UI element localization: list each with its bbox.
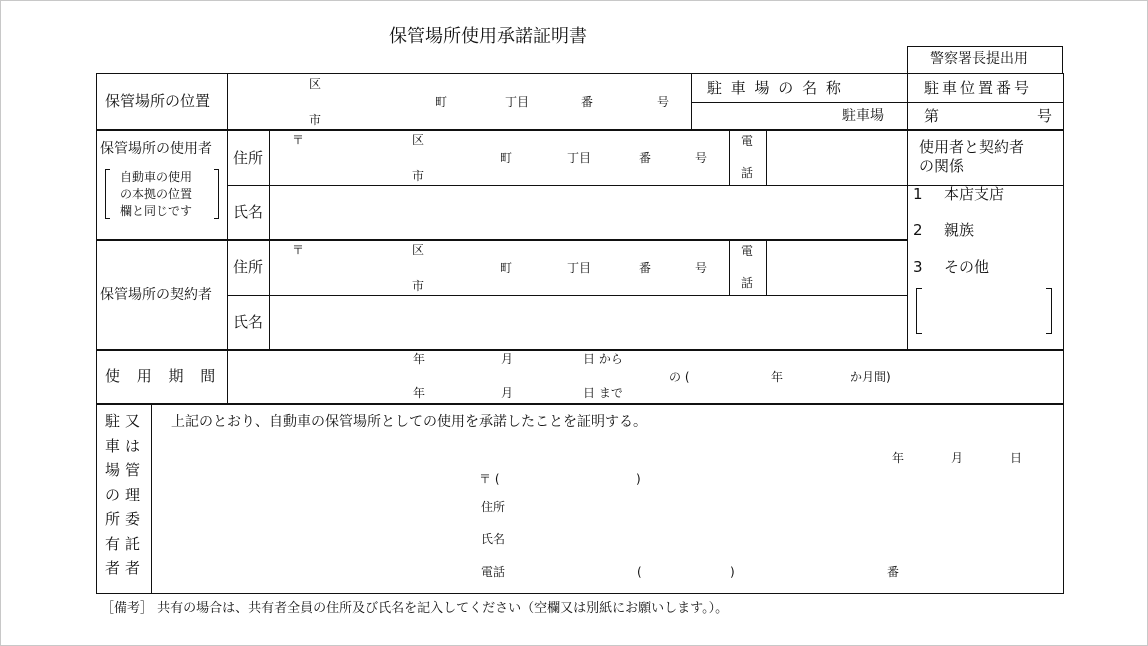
manager-postal-close: ) (636, 472, 641, 486)
manager-address-label: 住所 (481, 500, 506, 514)
manager-name-label: 氏名 (481, 532, 506, 546)
relation-option-2-text[interactable]: 親族 (944, 221, 975, 239)
manager-hi: 日 (1010, 451, 1023, 465)
police-label: 警察署長提出用 (930, 51, 1028, 67)
manager-label-char: 管 (125, 461, 141, 479)
manager-label-char: 又 (125, 412, 141, 430)
relation-label-line1: 使用者と契約者 (919, 138, 1025, 156)
user-note-line2: の本拠の位置 (120, 187, 193, 201)
location-go: 号 (657, 95, 670, 109)
manager-phone-ban: 番 (887, 565, 900, 579)
relation-label-line2: の関係 (919, 157, 965, 175)
manager-label-char: 委 (125, 510, 141, 528)
contractor-name-label: 氏名 (233, 313, 264, 331)
contractor-shi: 市 (412, 279, 425, 293)
manager-postal-field[interactable] (503, 470, 631, 490)
manager-label-char: 所 (105, 510, 121, 528)
relation-option-1-text[interactable]: 本店支店 (944, 185, 1005, 203)
manager-nen: 年 (892, 451, 905, 465)
location-field[interactable] (229, 75, 689, 128)
manager-phone-label: 電話 (481, 565, 506, 579)
user-shi: 市 (412, 169, 425, 183)
parking-name-field[interactable] (693, 104, 843, 128)
parking-number-label: 駐車位置番号 (924, 79, 1033, 97)
contractor-ban: 番 (639, 261, 652, 275)
user-note-line1: 自動車の使用 (120, 170, 193, 184)
relation-option-2-num[interactable]: 2 (913, 221, 923, 239)
user-phone-1: 電 (741, 134, 754, 148)
user-name-field[interactable] (271, 187, 906, 238)
contractor-ku: 区 (412, 243, 425, 257)
period-end-nen: 年 (413, 386, 426, 400)
period-start-tsuki: 月 (501, 352, 514, 366)
parking-suffix: 駐車場 (842, 108, 884, 124)
note-bracket-left (105, 169, 110, 219)
contractor-address-field[interactable] (271, 241, 727, 294)
user-note-line3: 欄と同じです (120, 204, 193, 218)
period-label: 使 用 期 間 (105, 367, 222, 385)
relation-other-field[interactable] (923, 289, 1045, 333)
manager-statement: 上記のとおり、自動車の保管場所としての使用を承諾したことを証明する。 (171, 414, 647, 430)
user-ku: 区 (412, 133, 425, 147)
period-start-nen: 年 (413, 352, 426, 366)
contractor-name-field[interactable] (271, 297, 906, 348)
relation-option-3-num[interactable]: 3 (913, 258, 923, 276)
manager-date-field[interactable] (861, 447, 1031, 469)
user-go: 号 (695, 151, 708, 165)
period-no-paren: の ( (669, 370, 690, 384)
parking-name-label: 駐 車 場 の 名 称 (707, 79, 843, 97)
location-chome: 丁目 (505, 95, 530, 109)
user-phone-2: 話 (741, 166, 754, 180)
contractor-label: 保管場所の契約者 (100, 287, 212, 303)
contractor-phone-field[interactable] (768, 241, 906, 294)
manager-label-char: 駐 (105, 412, 121, 430)
location-label: 保管場所の位置 (105, 92, 211, 110)
manager-phone-close: ) (730, 565, 735, 579)
contractor-phone-1: 電 (741, 244, 754, 258)
user-name-label: 氏名 (233, 203, 264, 221)
user-ban: 番 (639, 151, 652, 165)
parking-dai: 第 (924, 107, 940, 125)
period-field[interactable] (229, 351, 1063, 402)
period-kagetsukan: か月間) (850, 370, 891, 384)
note-bracket-right (214, 169, 219, 219)
manager-label-char: 有 (105, 534, 121, 553)
period-nen2: 年 (771, 370, 784, 384)
manager-postal-open: 〒 ( (479, 472, 500, 486)
manager-name-field[interactable] (513, 528, 1033, 550)
manager-label (105, 414, 147, 589)
user-address-field[interactable] (271, 131, 727, 184)
user-cho: 町 (500, 151, 513, 165)
contractor-address-label: 住所 (233, 258, 264, 276)
user-chome: 丁目 (567, 151, 592, 165)
relation-options (913, 186, 1053, 286)
contractor-chome: 丁目 (567, 261, 592, 275)
user-label: 保管場所の使用者 (100, 141, 212, 157)
manager-address-field[interactable] (513, 496, 1033, 518)
parking-go: 号 (1037, 107, 1053, 125)
manager-label-char: は (125, 436, 141, 455)
manager-label-char: 者 (125, 559, 141, 577)
location-ban: 番 (581, 95, 594, 109)
manager-phone-field[interactable] (513, 561, 883, 583)
period-end-hi: 日 まで (583, 386, 623, 400)
form-title: 保管場所使用承諾証明書 (389, 26, 587, 47)
location-shi: 市 (309, 113, 322, 127)
manager-label-char: 場 (105, 461, 121, 479)
other-bracket-left (916, 288, 922, 334)
location-cho: 町 (435, 95, 448, 109)
contractor-cho: 町 (500, 261, 513, 275)
manager-phone-open: ( (637, 565, 642, 579)
manager-label-char: 車 (105, 436, 121, 455)
contractor-go: 号 (695, 261, 708, 275)
relation-option-1-num[interactable]: 1 (913, 185, 923, 203)
contractor-phone-2: 話 (741, 276, 754, 290)
contractor-postal: 〒 (292, 243, 305, 257)
relation-option-3-text[interactable]: その他 (944, 258, 990, 276)
location-ku: 区 (309, 77, 322, 91)
user-address-label: 住所 (233, 149, 264, 167)
other-bracket-right (1046, 288, 1052, 334)
remarks: ［備考］ 共有の場合は、共有者全員の住所及び氏名を記入してください（空欄又は別紙にお願いします。）。 (101, 601, 729, 616)
manager-tsuki: 月 (951, 451, 964, 465)
parking-number-field[interactable] (946, 104, 1036, 128)
user-phone-field[interactable] (768, 131, 906, 184)
period-end-tsuki: 月 (501, 386, 514, 400)
user-postal: 〒 (292, 133, 305, 147)
period-start-hi: 日 から (583, 352, 623, 366)
manager-label-char: 託 (125, 534, 141, 553)
manager-label-char: 理 (125, 485, 141, 504)
manager-label-char: 者 (105, 559, 121, 577)
manager-label-char: の (105, 485, 121, 504)
